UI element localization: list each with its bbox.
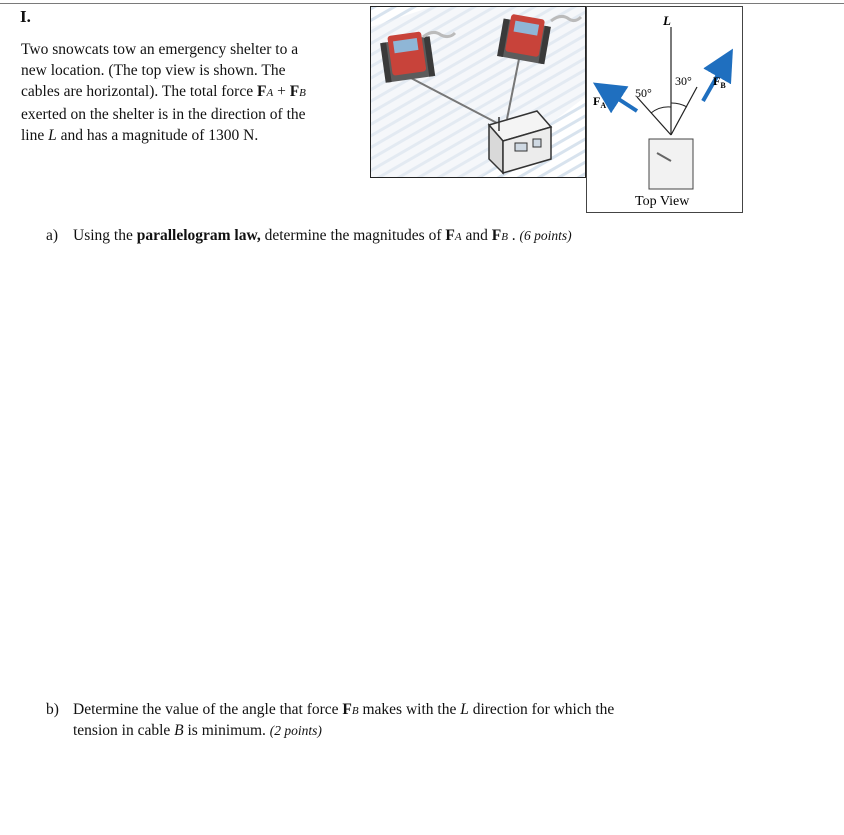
intro-line-3: cables are horizontal). The total force bbox=[21, 83, 257, 100]
question-b-label: b) bbox=[46, 701, 59, 718]
qb-line-2: tension in cable bbox=[73, 722, 175, 739]
qa-points: (6 points) bbox=[519, 228, 572, 243]
angle-label-30: 30° bbox=[675, 74, 692, 88]
qb-text-4: is minimum. bbox=[183, 722, 270, 739]
qa-text-3: . bbox=[507, 227, 520, 244]
qb-text-1: Determine the value of the angle that force bbox=[73, 701, 343, 718]
question-a-label: a) bbox=[46, 227, 59, 244]
arc-50 bbox=[651, 107, 671, 113]
qa-text-2: determine the magnitudes of bbox=[260, 227, 446, 244]
force-F-bold: F bbox=[289, 83, 300, 100]
intro-line-2: new location. (The top view is shown. The bbox=[21, 62, 286, 79]
qb-points: (2 points) bbox=[269, 723, 322, 738]
shelter-box bbox=[649, 139, 693, 189]
qa-and: and bbox=[461, 227, 492, 244]
caption-top-view: Top View bbox=[635, 194, 690, 209]
qb-text-3: direction for which the bbox=[468, 701, 615, 718]
qb-text-2: makes with the bbox=[358, 701, 461, 718]
cable-line-A bbox=[637, 97, 671, 135]
qa-force-F: F bbox=[445, 227, 455, 244]
line-L-italic: L bbox=[48, 127, 57, 144]
section-number: I. bbox=[20, 7, 31, 26]
top-rule bbox=[0, 3, 844, 4]
problem-statement bbox=[21, 39, 357, 146]
angle-label-50: 50° bbox=[635, 86, 652, 100]
label-FA bbox=[593, 94, 606, 110]
intro-line-4: exerted on the shelter is in the direction of the bbox=[21, 106, 306, 123]
snowcat-B bbox=[497, 13, 552, 65]
snowcat-scene bbox=[371, 7, 585, 177]
force-diagram-svg bbox=[587, 7, 742, 212]
qa-text-1: Using the bbox=[73, 227, 137, 244]
arc-30 bbox=[671, 103, 687, 107]
label-FB-sub: B bbox=[720, 81, 726, 90]
label-FB-main: F bbox=[713, 74, 721, 88]
snowcat-illustration bbox=[370, 6, 586, 178]
subscript-B: B bbox=[299, 87, 306, 99]
arrow-FA bbox=[603, 89, 637, 111]
label-FA-main: F bbox=[593, 94, 601, 108]
snowcat-A bbox=[379, 30, 435, 83]
question-b bbox=[46, 700, 746, 741]
question-a bbox=[46, 226, 806, 247]
qb-line-L: L bbox=[460, 701, 469, 718]
cable-line-B bbox=[671, 87, 697, 135]
intro-line-5a: line bbox=[21, 127, 49, 144]
intro-line-5b: and has a magnitude of 1300 N. bbox=[56, 127, 259, 144]
qb-cable-B: B bbox=[174, 722, 184, 739]
qa-sub-B: B bbox=[501, 231, 508, 243]
label-L: L bbox=[663, 13, 671, 28]
intro-line-1: Two snowcats tow an emergency shelter to a bbox=[21, 41, 299, 58]
qa-bold-term: parallelogram law, bbox=[136, 227, 261, 244]
force-diagram bbox=[586, 6, 743, 213]
force-F-bold: F bbox=[256, 83, 267, 100]
qa-sub-A: A bbox=[454, 231, 462, 243]
qb-force-F: F bbox=[342, 701, 352, 718]
qb-sub-B: B bbox=[351, 705, 359, 717]
subscript-A: A bbox=[266, 87, 274, 99]
label-FB bbox=[713, 74, 726, 90]
label-FA-sub: A bbox=[600, 101, 607, 110]
plus-sign: + bbox=[273, 83, 290, 100]
qa-force-F: F bbox=[491, 227, 502, 244]
